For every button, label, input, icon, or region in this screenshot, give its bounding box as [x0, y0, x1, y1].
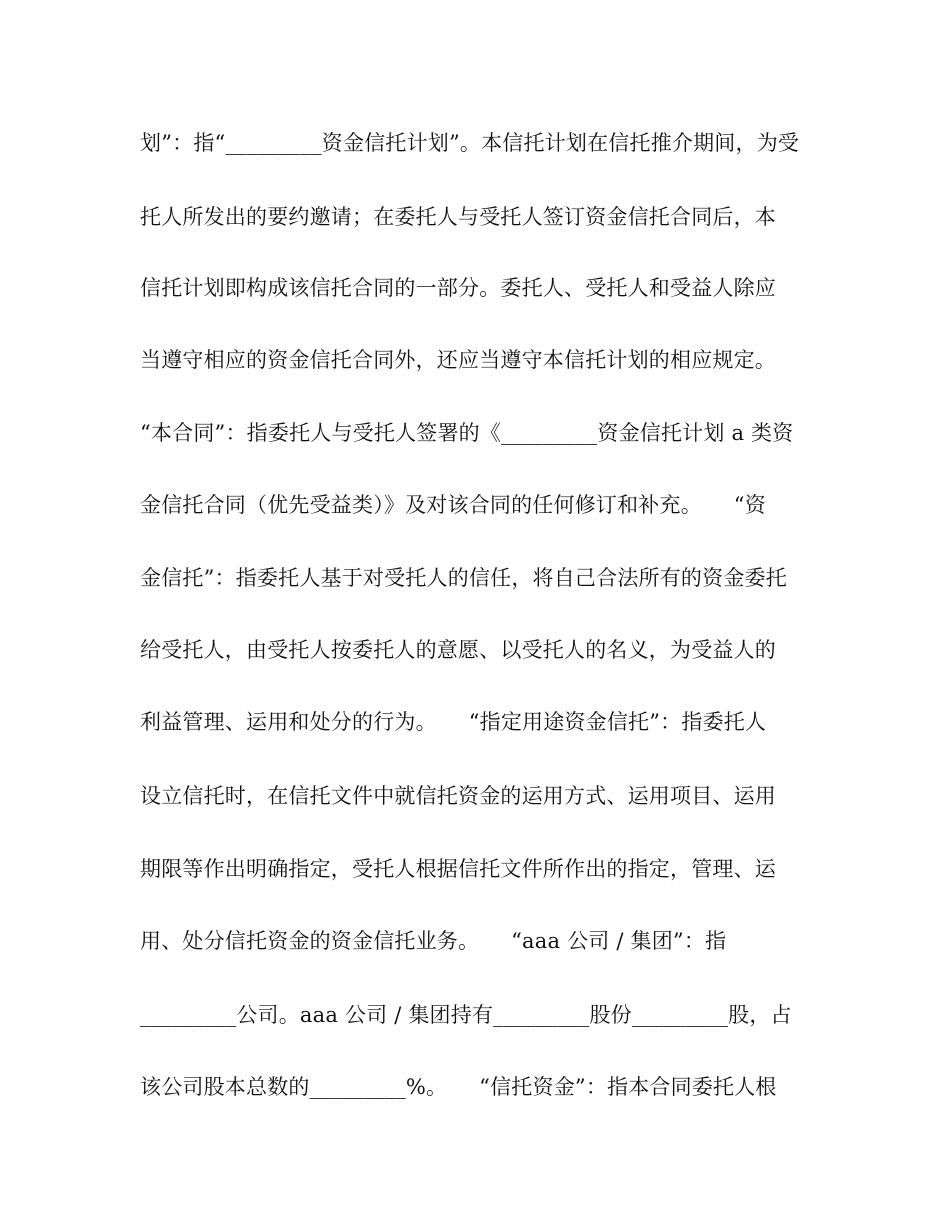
text-line: _________公司。aaa 公司 / 集团持有_________股份_________股，占: [140, 1003, 792, 1027]
text-line: 用、处分信托资金的资金信托业务。 “aaa 公司 / 集团”：指: [140, 929, 727, 953]
text-line: 托人所发出的要约邀请；在委托人与受托人签订资金信托合同后，本: [140, 205, 776, 229]
text-line: 设立信托时，在信托文件中就信托资金的运用方式、运用项目、运用: [140, 784, 776, 808]
text-line: 金信托”：指委托人基于对受托人的信任，将自己合法所有的资金委托: [140, 566, 787, 590]
text-line: 金信托合同（优先受益类）》及对该合同的任何修订和补充。 “资: [140, 493, 766, 517]
text-line: 给受托人，由受托人按委托人的意愿、以受托人的名义，为受益人的: [140, 638, 776, 662]
text-line: 该公司股本总数的_________%。 “信托资金”：指本合同委托人根: [140, 1075, 777, 1099]
text-line: 信托计划即构成该信托合同的一部分。委托人、受托人和受益人除应: [140, 276, 776, 300]
text-line: 当遵守相应的资金信托合同外，还应当遵守本信托计划的相应规定。: [140, 348, 776, 372]
text-line: 利益管理、运用和处分的行为。 “指定用途资金信托”：指委托人: [140, 710, 767, 734]
text-line: “本合同”：指委托人与受托人签署的《_________资金信托计划 a 类资: [140, 421, 794, 445]
text-line: 划”：指“_________资金信托计划”。本信托计划在信托推介期间，为受: [140, 131, 800, 155]
text-line: 期限等作出明确指定，受托人根据信托文件所作出的指定，管理、运: [140, 857, 776, 881]
